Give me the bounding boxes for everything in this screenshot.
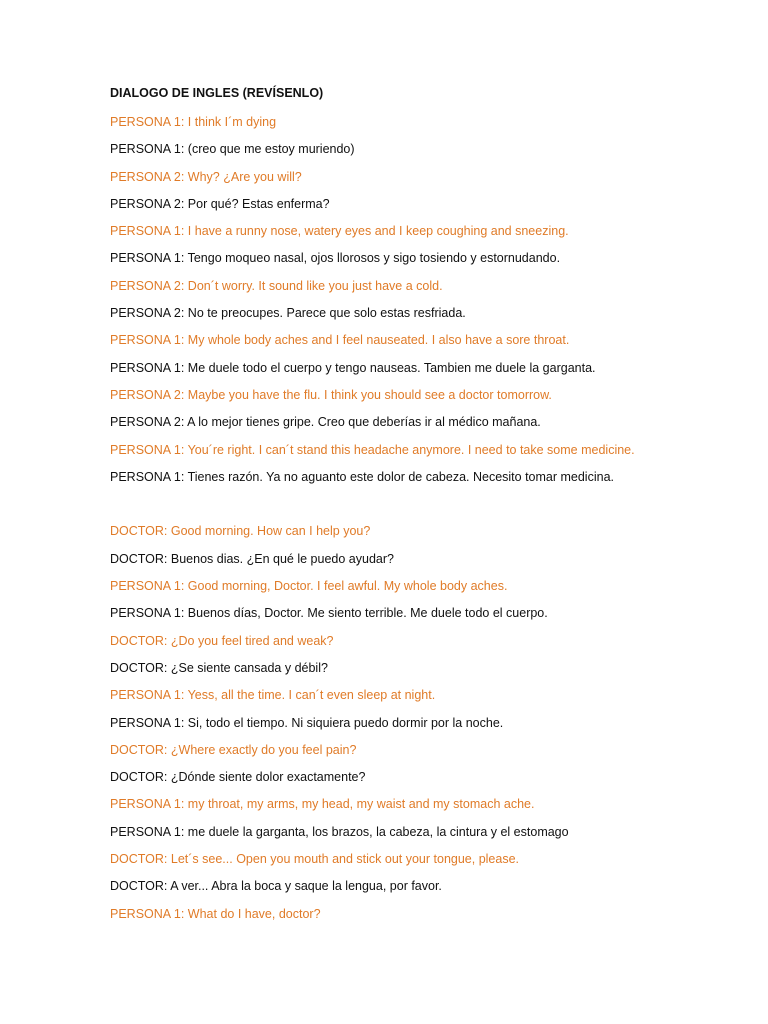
dialogue-line-english: PERSONA 2: Don´t worry. It sound like you just have a cold.	[110, 278, 443, 293]
dialogue-line-spanish: PERSONA 1: me duele la garganta, los brazos, la cabeza, la cintura y el estomago	[110, 824, 569, 839]
dialogue-line-spanish: PERSONA 1: Si, todo el tiempo. Ni siquiera puedo dormir por la noche.	[110, 715, 504, 730]
dialogue-line-spanish: PERSONA 1: Tengo moqueo nasal, ojos llorosos y sigo tosiendo y estornudando.	[110, 251, 561, 266]
dialogue-line-english: PERSONA 1: Good morning, Doctor. I feel awful. My whole body aches.	[110, 579, 508, 594]
dialogue-line-spanish: PERSONA 1: Buenos días, Doctor. Me siento terrible. Me duele todo el cuerpo.	[110, 606, 548, 621]
dialogue-line-spanish: DOCTOR: ¿Dónde siente dolor exactamente?	[110, 770, 366, 785]
dialogue-line-english: PERSONA 1: I think I´m dying	[110, 115, 277, 129]
dialogue-line-spanish: PERSONA 2: No te preocupes. Parece que solo estas resfriada.	[110, 306, 466, 321]
dialogue-lines	[110, 113, 730, 932]
dialogue-line-spanish: DOCTOR: ¿Se siente cansada y débil?	[110, 660, 328, 675]
dialogue-line-spanish: PERSONA 2: A lo mejor tienes gripe. Creo que deberías ir al médico mañana.	[110, 415, 541, 430]
dialogue-line-english: PERSONA 2: Maybe you have the flu. I think you should see a doctor tomorrow.	[110, 387, 552, 402]
dialogue-line-english: PERSONA 1: my throat, my arms, my head, my waist and my stomach ache.	[110, 797, 535, 812]
dialogue-line-english: DOCTOR: Good morning. How can I help you?	[110, 524, 371, 539]
dialogue-line-spanish: DOCTOR: Buenos dias. ¿En qué le puedo ayudar?	[110, 551, 394, 566]
dialogue-line-english: PERSONA 1: What do I have, doctor?	[110, 906, 321, 921]
dialogue-line-english: PERSONA 1: My whole body aches and I feel nauseated. I also have a sore throat.	[110, 333, 570, 348]
dialogue-line-english: PERSONA 1: You´re right. I can´t stand this headache anymore. I need to take some medicine.	[110, 442, 635, 457]
dialogue-line-spanish: DOCTOR: A ver... Abra la boca y saque la lengua, por favor.	[110, 879, 442, 894]
document-title: DIALOGO DE INGLES (REVÍSENLO)	[110, 86, 324, 100]
dialogue-line-english: PERSONA 1: I have a runny nose, watery eyes and I keep coughing and sneezing.	[110, 224, 569, 239]
dialogue-line-spanish: PERSONA 1: Tienes razón. Ya no aguanto este dolor de cabeza. Necesito tomar medicina.	[110, 469, 614, 484]
dialogue-line-english: DOCTOR: ¿Do you feel tired and weak?	[110, 633, 334, 648]
dialogue-line-english: PERSONA 2: Why? ¿Are you will?	[110, 169, 302, 184]
section-spacer	[110, 495, 730, 522]
dialogue-line-english: DOCTOR: Let´s see... Open you mouth and stick out your tongue, please.	[110, 852, 520, 867]
dialogue-line-spanish: PERSONA 2: Por qué? Estas enferma?	[110, 196, 330, 211]
dialogue-line-spanish: PERSONA 1: Me duele todo el cuerpo y tengo nauseas. Tambien me duele la garganta.	[110, 360, 596, 375]
dialogue-line-english: PERSONA 1: Yess, all the time. I can´t even sleep at night.	[110, 688, 436, 703]
dialogue-line-spanish: PERSONA 1: (creo que me estoy muriendo)	[110, 142, 355, 157]
dialogue-line-english: DOCTOR: ¿Where exactly do you feel pain?	[110, 742, 357, 757]
